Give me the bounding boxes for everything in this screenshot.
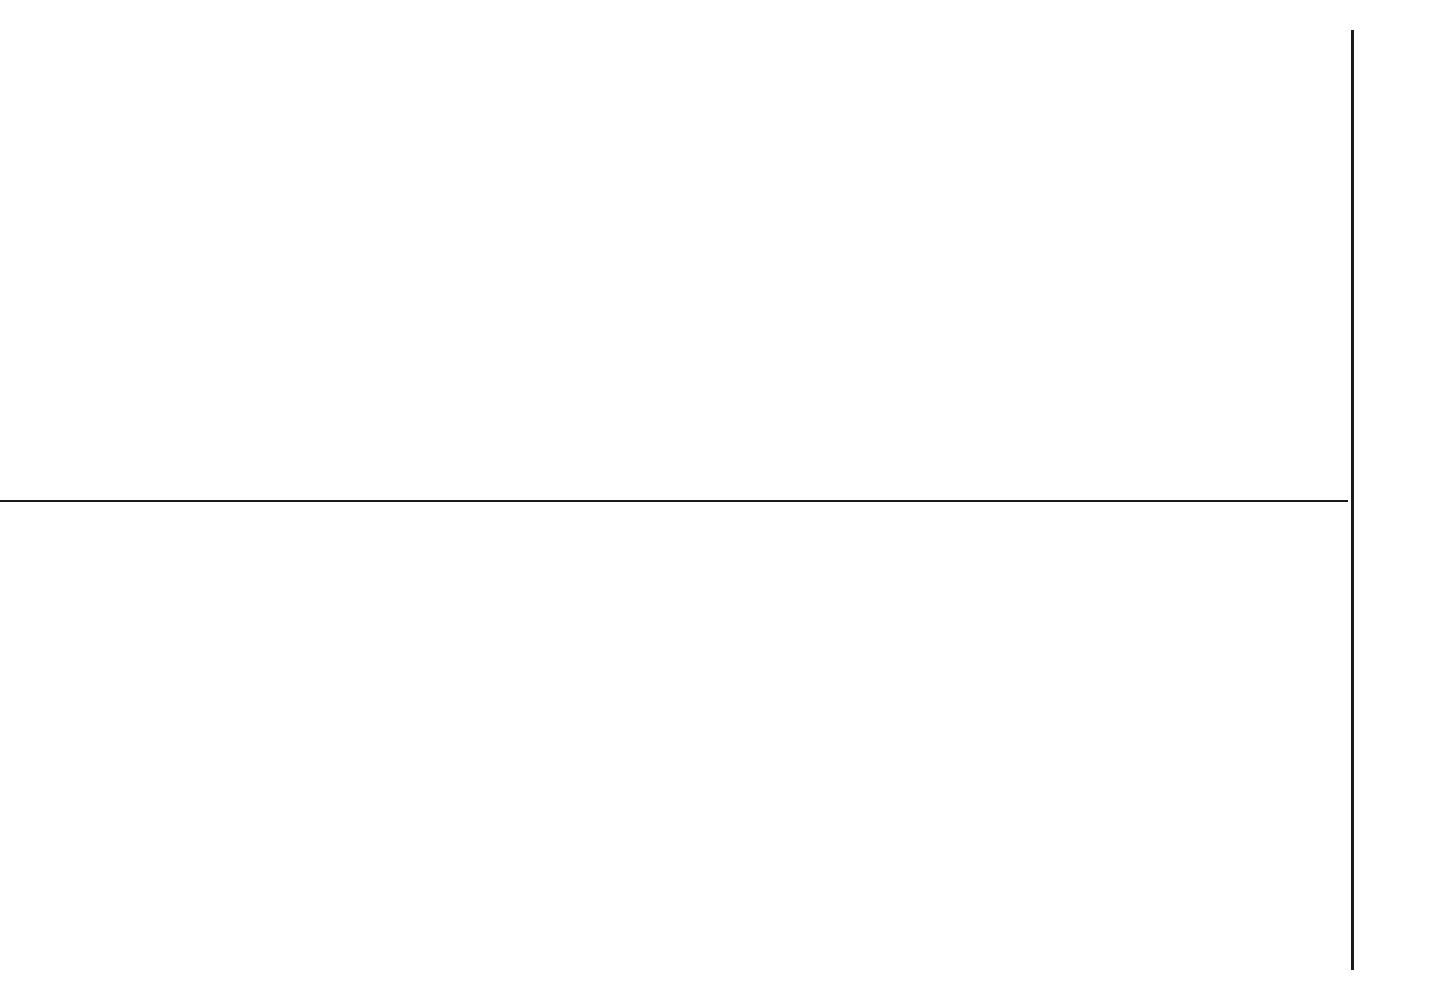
- text-line: [857, 40, 876, 490]
- text-line: [411, 515, 430, 965]
- text-line: [605, 40, 624, 490]
- text-line: [431, 40, 450, 490]
- text-line: [314, 515, 333, 965]
- text-line: [392, 515, 411, 965]
- text-line: [1032, 40, 1051, 490]
- text-line: [935, 40, 954, 490]
- text-line: [702, 40, 721, 490]
- text-line: [935, 515, 954, 965]
- text-line: [1264, 40, 1283, 490]
- text-line: [198, 40, 217, 490]
- text-line: [411, 40, 430, 490]
- text-line: [1284, 40, 1303, 490]
- text-line: [159, 40, 178, 490]
- text-line: [1226, 515, 1245, 965]
- text-line: [159, 515, 178, 965]
- text-line: [818, 515, 837, 965]
- text-line: [625, 515, 644, 965]
- text-line: [586, 515, 605, 965]
- text-line: [683, 515, 702, 965]
- text-line: [1012, 515, 1031, 965]
- text-line: [1071, 515, 1090, 965]
- text-line: [140, 40, 159, 490]
- digitization-footer: [0, 988, 8, 1000]
- text-line: [760, 515, 779, 965]
- text-line: [954, 40, 973, 490]
- text-line: [877, 515, 896, 965]
- text-line: [1051, 515, 1070, 965]
- text-line: [140, 515, 159, 965]
- text-line: [1226, 40, 1245, 490]
- text-line: [722, 515, 741, 965]
- left-text-column: [4, 40, 1342, 490]
- text-line: [314, 40, 333, 490]
- text-line: [179, 515, 198, 965]
- text-line: [1245, 515, 1264, 965]
- text-line: [1148, 40, 1167, 490]
- text-line: [353, 515, 372, 965]
- text-line: [179, 40, 198, 490]
- text-line: [1187, 40, 1206, 490]
- text-line: [256, 40, 275, 490]
- text-line: [799, 40, 818, 490]
- text-line: [508, 515, 527, 965]
- text-line: [1090, 515, 1109, 965]
- text-line: [43, 40, 62, 490]
- text-line: [915, 40, 934, 490]
- text-line: [1206, 40, 1225, 490]
- text-line: [217, 40, 236, 490]
- text-line: [1245, 40, 1264, 490]
- text-line: [295, 515, 314, 965]
- text-line: [974, 40, 993, 490]
- text-line: [896, 515, 915, 965]
- text-line: [23, 515, 42, 965]
- text-line: [1129, 515, 1148, 965]
- text-line: [469, 515, 488, 965]
- text-line: [877, 40, 896, 490]
- text-line: [353, 40, 372, 490]
- text-line: [1051, 40, 1070, 490]
- text-line: [120, 515, 139, 965]
- text-line: [1323, 40, 1342, 490]
- text-line: [838, 40, 857, 490]
- text-line: [198, 515, 217, 965]
- text-line: [101, 515, 120, 965]
- text-line: [741, 515, 760, 965]
- text-line: [1148, 515, 1167, 965]
- text-line: [1187, 515, 1206, 965]
- text-line: [547, 40, 566, 490]
- text-line: [431, 515, 450, 965]
- text-line: [663, 515, 682, 965]
- text-line: [896, 40, 915, 490]
- text-line: [838, 515, 857, 965]
- text-line: [915, 515, 934, 965]
- text-line: [818, 40, 837, 490]
- page-header: [1351, 30, 1414, 970]
- text-line: [799, 515, 818, 965]
- text-line: [1129, 40, 1148, 490]
- text-line: [625, 40, 644, 490]
- text-line: [334, 40, 353, 490]
- text-line: [1303, 515, 1322, 965]
- text-line: [780, 515, 799, 965]
- text-line: [1109, 515, 1128, 965]
- text-line: [954, 515, 973, 965]
- text-line: [217, 515, 236, 965]
- text-line: [276, 40, 295, 490]
- text-line: [256, 515, 275, 965]
- text-line: [605, 515, 624, 965]
- text-line: [528, 40, 547, 490]
- text-line: [508, 40, 527, 490]
- text-line: [489, 515, 508, 965]
- text-line: [780, 40, 799, 490]
- text-line: [82, 40, 101, 490]
- text-line: [528, 515, 547, 965]
- text-line: [993, 40, 1012, 490]
- text-line: [450, 515, 469, 965]
- text-line: [1264, 515, 1283, 965]
- text-line: [683, 40, 702, 490]
- text-line: [120, 40, 139, 490]
- text-line: [295, 40, 314, 490]
- right-text-column: [4, 515, 1342, 965]
- text-line: [4, 40, 23, 490]
- text-line: [1012, 40, 1031, 490]
- text-line: [566, 515, 585, 965]
- text-line: [857, 515, 876, 965]
- text-line: [372, 515, 391, 965]
- text-line: [334, 515, 353, 965]
- text-line: [722, 40, 741, 490]
- text-line: [1167, 40, 1186, 490]
- text-line: [993, 515, 1012, 965]
- text-line: [1032, 515, 1051, 965]
- text-line: [566, 40, 585, 490]
- text-line: [586, 40, 605, 490]
- text-line: [101, 40, 120, 490]
- text-line: [450, 40, 469, 490]
- text-line: [1109, 40, 1128, 490]
- text-line: [62, 515, 81, 965]
- text-line: [547, 515, 566, 965]
- text-line: [43, 515, 62, 965]
- text-line: [1167, 515, 1186, 965]
- text-line: [372, 40, 391, 490]
- text-line: [23, 40, 42, 490]
- text-line: [237, 40, 256, 490]
- text-line: [741, 40, 760, 490]
- text-line: [4, 515, 23, 965]
- text-line: [974, 515, 993, 965]
- text-line: [1206, 515, 1225, 965]
- text-line: [644, 515, 663, 965]
- text-line: [392, 40, 411, 490]
- text-line: [82, 515, 101, 965]
- text-line: [644, 40, 663, 490]
- text-line: [469, 40, 488, 490]
- text-line: [663, 40, 682, 490]
- text-line: [237, 515, 256, 965]
- text-line: [1284, 515, 1303, 965]
- text-line: [489, 40, 508, 490]
- text-line: [1090, 40, 1109, 490]
- text-line: [760, 40, 779, 490]
- text-line: [1303, 40, 1322, 490]
- text-line: [1323, 515, 1342, 965]
- text-line: [1071, 40, 1090, 490]
- text-line: [62, 40, 81, 490]
- column-divider: [0, 500, 1348, 502]
- text-line: [702, 515, 721, 965]
- text-line: [276, 515, 295, 965]
